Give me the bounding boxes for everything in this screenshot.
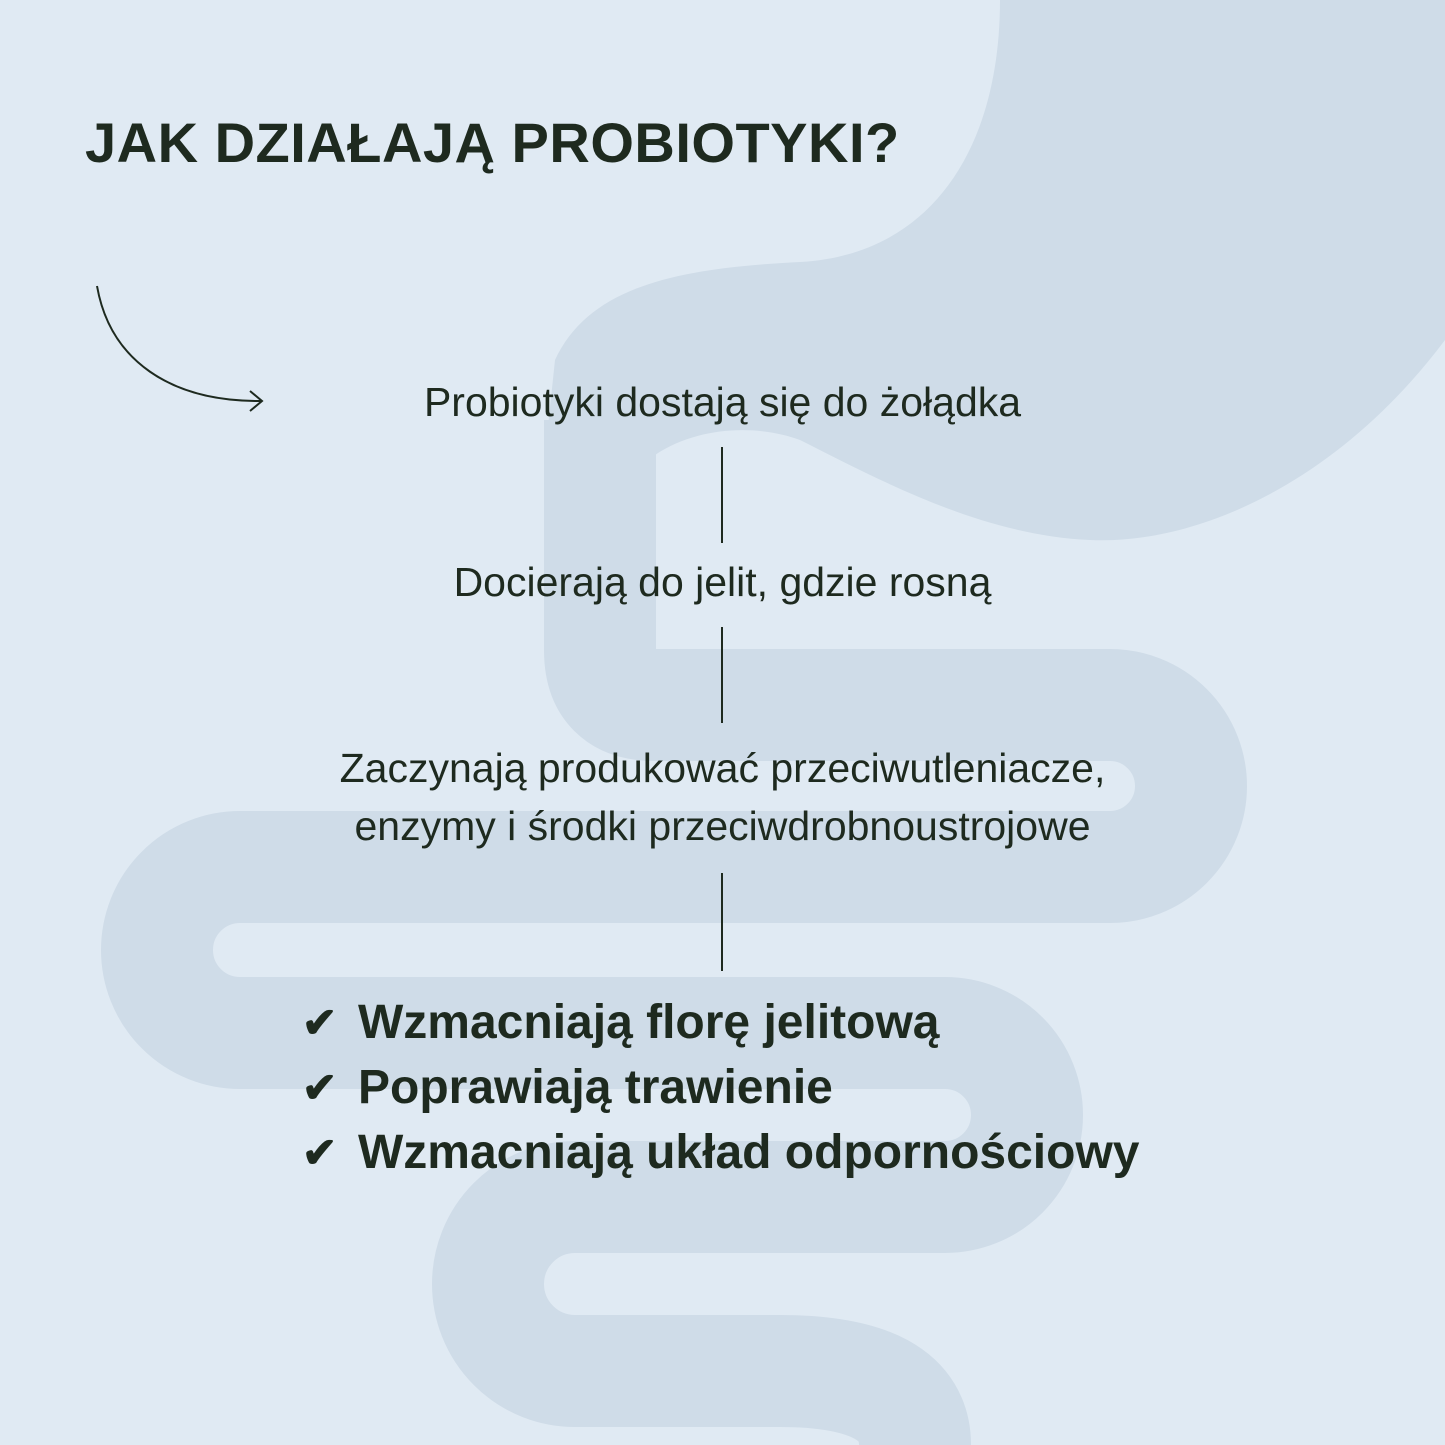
benefit-label: Wzmacniają układ odpornościowy (358, 1126, 1140, 1179)
check-icon: ✔ (302, 999, 338, 1046)
benefits-list (302, 990, 1139, 1185)
page-title: JAK DZIAŁAJĄ PROBIOTYKI? (85, 111, 900, 174)
connector-line (721, 873, 723, 971)
benefit-label: Poprawiają trawienie (358, 1061, 833, 1114)
check-icon: ✔ (302, 1064, 338, 1111)
step-produce-line-1: Zaczynają produkować przeciwutleniacze, (339, 745, 1106, 791)
benefit-item (302, 990, 1139, 1055)
benefit-item (302, 1055, 1139, 1120)
connector-line (721, 447, 723, 543)
benefit-item (302, 1120, 1139, 1185)
check-icon: ✔ (302, 1129, 338, 1176)
stomach-shape (545, 0, 1445, 540)
step-intestines: Docierają do jelit, gdzie rosną (453, 559, 992, 605)
connector-line (721, 627, 723, 723)
benefit-label: Wzmacniają florę jelitową (358, 996, 940, 1049)
step-produce-line-2: enzymy i środki przeciwdrobnoustrojowe (354, 803, 1091, 849)
step-stomach: Probiotyki dostają się do żołądka (423, 379, 1022, 425)
